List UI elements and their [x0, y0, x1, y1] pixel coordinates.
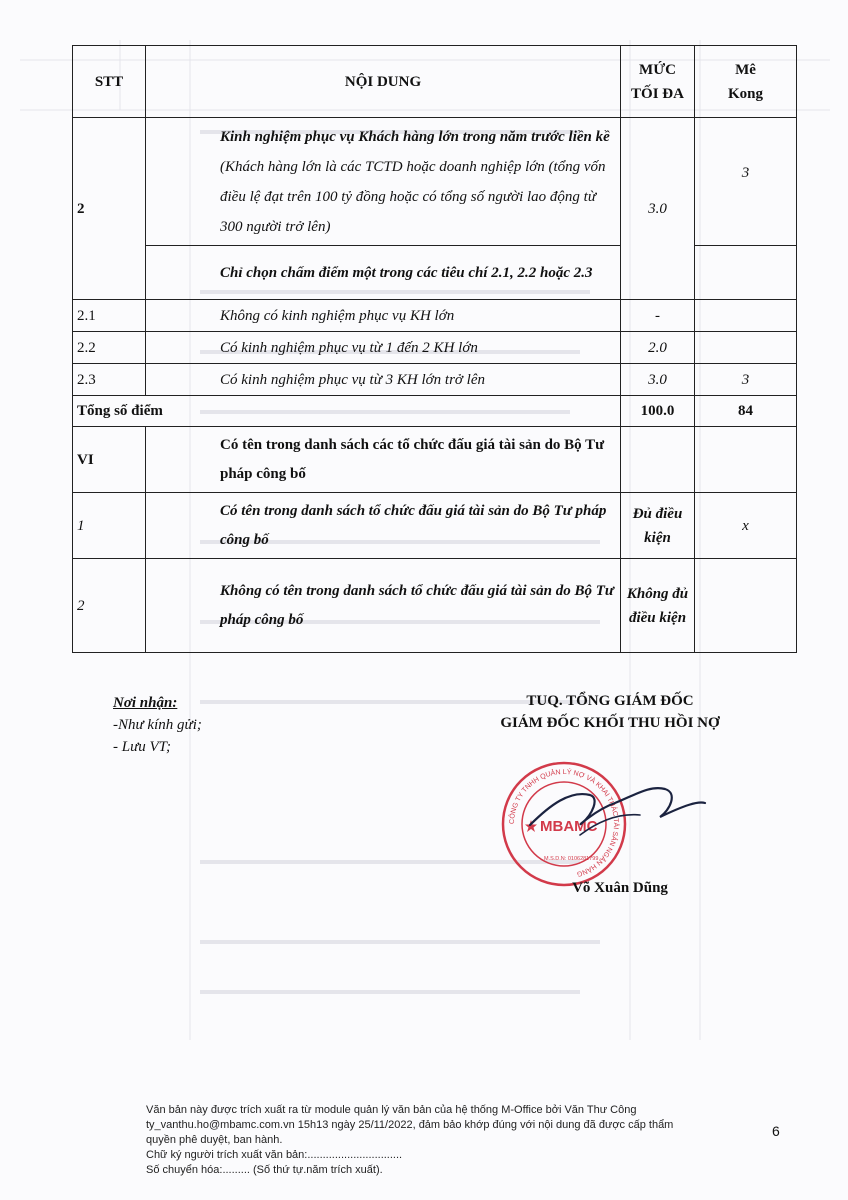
header-assessed-score: Mê Kong [695, 46, 797, 118]
table-row [73, 427, 797, 493]
row-stt: 1 [73, 493, 146, 559]
header-max-score: MỨC TỐI ĐA [621, 46, 695, 118]
table-row [73, 493, 797, 559]
row-content: Có kinh nghiệm phục vụ từ 3 KH lớn trở lên [146, 364, 621, 396]
signer-name: Võ Xuân Dũng [572, 880, 668, 896]
table-row [73, 364, 797, 396]
criteria-table [72, 45, 797, 653]
header-content: NỘI DUNG [146, 46, 621, 118]
row-max: - [621, 300, 695, 332]
signer-block [440, 690, 780, 734]
row-stt: 2.2 [73, 332, 146, 364]
row-stt: VI [73, 427, 146, 493]
table-row-total [73, 396, 797, 427]
row-score [695, 559, 797, 653]
footer-line: Văn bản này được trích xuất ra từ module quản lý văn bản của hệ thống M-Office bởi Văn Thư Công [146, 1104, 637, 1116]
total-score: 84 [695, 396, 797, 427]
row-score [695, 427, 797, 493]
footer-line: quyền phê duyệt, ban hành. [146, 1134, 283, 1146]
row-stt: 2.1 [73, 300, 146, 332]
row-stt: 2 [73, 559, 146, 653]
recipients-block [113, 692, 202, 758]
table-header-row [73, 46, 797, 118]
extraction-footer [146, 1103, 673, 1178]
footer-line: ty_vanthu.ho@mbamc.com.vn 15h13 ngày 25/11/2022, đảm bảo khớp đúng với nội dung đã được cấp thẩm [146, 1119, 674, 1131]
footer-line: Số chuyển hóa:......... (Số thứ tự.năm trích xuất). [146, 1164, 383, 1176]
recipients-title: Nơi nhận: [113, 695, 178, 711]
page-number: 6 [772, 1123, 780, 1139]
row-content: Kinh nghiệm phục vụ Khách hàng lớn trong năm trước liền kề (Khách hàng lớn là các TCTD hoặc doanh nghiệp lớn (tổng vốn điều lệ đạt trên 100 tỷ đồng hoặc có tổng số người lao động từ 300 người trở lên) [146, 118, 621, 246]
row-max: Đủ điều kiện [621, 493, 695, 559]
row-content: Không có kinh nghiệm phục vụ KH lớn [146, 300, 621, 332]
row-score [695, 246, 797, 300]
row-content: Có kinh nghiệm phục vụ từ 1 đến 2 KH lớn [146, 332, 621, 364]
row-max: 3.0 [621, 364, 695, 396]
row-score: 3 [695, 364, 797, 396]
table-row [73, 118, 797, 246]
row-stt: 2.3 [73, 364, 146, 396]
seal-brand: MBAMC [540, 818, 598, 835]
total-max: 100.0 [621, 396, 695, 427]
row-score: 3 [695, 118, 797, 246]
signer-position: GIÁM ĐỐC KHỐI THU HỒI NỢ [500, 715, 720, 731]
row-stt: 2 [73, 118, 146, 300]
total-label: Tổng số điểm [73, 396, 621, 427]
table-row [73, 332, 797, 364]
recipient-line: -Như kính gửi; [113, 717, 202, 733]
row-content: Không có tên trong danh sách tổ chức đấu giá tài sản do Bộ Tư pháp công bố [146, 559, 621, 653]
row-max: 3.0 [621, 118, 695, 300]
table-row [73, 559, 797, 653]
row-content: Chỉ chọn chấm điểm một trong các tiêu chí 2.1, 2.2 hoặc 2.3 [146, 246, 621, 300]
svg-text:CÔNG TY TNHH QUẢN LÝ NỢ VÀ KHA: CÔNG TY TNHH QUẢN LÝ NỢ VÀ KHAI THÁC TÀI SẢN NGÂN HÀNG [508, 768, 620, 878]
row-score [695, 332, 797, 364]
seal-code: M.S.D.N: 0106281799 [544, 856, 599, 862]
row-content: Có tên trong danh sách các tổ chức đấu giá tài sản do Bộ Tư pháp công bố [146, 427, 621, 493]
row-max: 2.0 [621, 332, 695, 364]
footer-line: Chữ ký người trích xuất văn bản:............................... [146, 1149, 403, 1161]
row-max [621, 427, 695, 493]
recipient-line: - Lưu VT; [113, 739, 172, 755]
row-score [695, 300, 797, 332]
row-score: x [695, 493, 797, 559]
row-max: Không đủ điều kiện [621, 559, 695, 653]
row-content: Có tên trong danh sách tổ chức đấu giá tài sản do Bộ Tư pháp công bố [146, 493, 621, 559]
signer-title: TUQ. TỔNG GIÁM ĐỐC [526, 693, 694, 709]
header-stt: STT [73, 46, 146, 118]
table-row [73, 300, 797, 332]
handwritten-signature [520, 765, 710, 855]
